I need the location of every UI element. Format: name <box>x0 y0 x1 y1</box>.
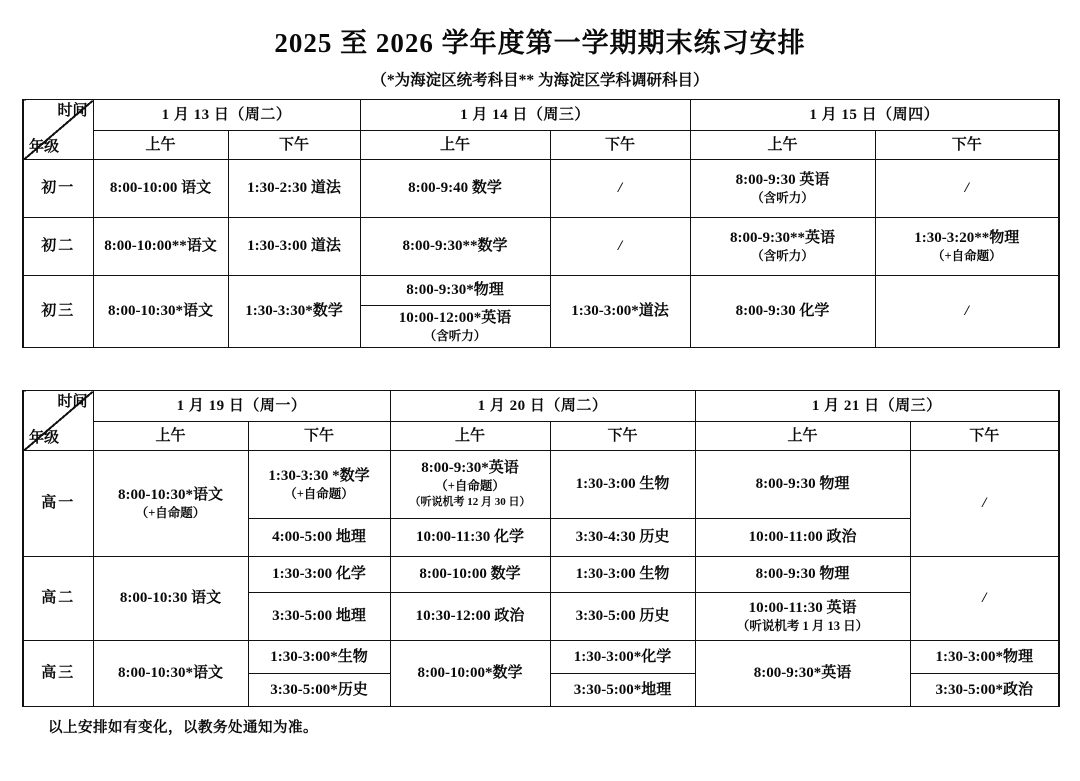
exam-note: （+自命题） <box>931 248 1002 263</box>
exam-note: （听说机考 1 月 13 日） <box>736 618 869 633</box>
exam-cell-gaoer-jan21-am-1: 8:00-9:30 物理 <box>695 557 910 593</box>
exam-cell-gaosan-jan20-pm-2: 3:30-5:00*地理 <box>550 674 695 707</box>
exam-cell-chuer-jan13-pm: 1:30-3:00 道法 <box>228 218 360 276</box>
exam-time-subject: 8:00-9:30*英语 <box>421 460 519 477</box>
exam-cell-chuer-jan14-pm: / <box>550 218 690 276</box>
exam-cell-gaoer-jan20-am-1: 8:00-10:00 数学 <box>390 557 550 593</box>
senior-high-schedule-table <box>22 390 1060 707</box>
exam-time-subject: 8:00-9:30 英语 <box>735 171 830 188</box>
table-row <box>23 218 1059 276</box>
footer-note: 以上安排如有变化，以教务处通知为准。 <box>48 720 318 737</box>
exam-cell-chusan-jan15-am: 8:00-9:30 化学 <box>690 276 875 348</box>
half-header-jan20-pm: 下午 <box>550 422 695 451</box>
exam-time-subject: 10:00-11:30 英语 <box>748 599 857 616</box>
half-header-jan13-pm: 下午 <box>228 131 360 160</box>
date-header-jan20: 1 月 20 日（周二） <box>390 391 695 422</box>
exam-cell-gaosan-jan19-am: 8:00-10:30*语文 <box>93 641 248 707</box>
exam-cell-chuer-jan13-am: 8:00-10:00**语文 <box>93 218 228 276</box>
exam-cell-chuyi-jan14-pm: / <box>550 160 690 218</box>
exam-cell-gaoyi-jan21-pm: / <box>910 451 1059 557</box>
date-header-jan21: 1 月 21 日（周三） <box>695 391 1059 422</box>
exam-cell-chusan-jan14-pm: 1:30-3:00*道法 <box>550 276 690 348</box>
exam-cell-gaoer-jan20-pm-2: 3:30-5:00 历史 <box>550 593 695 641</box>
half-header-jan21-am: 上午 <box>695 422 910 451</box>
half-header-jan21-pm: 下午 <box>910 422 1059 451</box>
exam-cell-gaoyi-jan21-am-2: 10:00-11:00 政治 <box>695 519 910 557</box>
exam-cell-chusan-jan14-am-2 <box>360 306 550 348</box>
corner-grade-label: 年级 <box>29 139 60 156</box>
exam-time-subject: 8:00-9:30**英语 <box>730 229 836 246</box>
exam-cell-chusan-jan13-am: 8:00-10:30*语文 <box>93 276 228 348</box>
grade-label-gaoer: 高二 <box>23 557 93 641</box>
exam-cell-chuyi-jan15-am <box>690 160 875 218</box>
exam-note: （含听力） <box>751 190 814 205</box>
exam-cell-gaosan-jan20-pm-1: 1:30-3:00*化学 <box>550 641 695 674</box>
grade-label-gaoyi: 高一 <box>23 451 93 557</box>
exam-cell-chuyi-jan15-pm: / <box>875 160 1059 218</box>
grade-label-gaosan: 高三 <box>23 641 93 707</box>
exam-cell-chuer-jan15-am <box>690 218 875 276</box>
date-header-jan14: 1 月 14 日（周三） <box>360 100 690 131</box>
exam-cell-chuyi-jan13-am: 8:00-10:00 语文 <box>93 160 228 218</box>
exam-cell-gaoer-jan21-am-2 <box>695 593 910 641</box>
exam-cell-gaoyi-jan20-am-2: 10:00-11:30 化学 <box>390 519 550 557</box>
exam-time-subject: 10:00-12:00*英语 <box>398 309 512 326</box>
table-row <box>23 451 1059 519</box>
exam-cell-gaoyi-jan20-am-1 <box>390 451 550 519</box>
corner-header-cell <box>23 100 93 160</box>
exam-cell-gaoer-jan20-pm-1: 1:30-3:00 生物 <box>550 557 695 593</box>
table-header-halves <box>23 422 1059 451</box>
exam-time-subject: 1:30-3:20**物理 <box>914 229 1020 246</box>
exam-cell-gaoer-jan19-am: 8:00-10:30 语文 <box>93 557 248 641</box>
exam-cell-chuer-jan14-am: 8:00-9:30**数学 <box>360 218 550 276</box>
exam-cell-gaoer-jan20-am-2: 10:30-12:00 政治 <box>390 593 550 641</box>
exam-time-subject: 8:00-10:30*语文 <box>118 486 223 503</box>
grade-label-chuer: 初二 <box>23 218 93 276</box>
half-header-jan19-am: 上午 <box>93 422 248 451</box>
exam-cell-gaoer-jan21-pm: / <box>910 557 1059 641</box>
table-row <box>23 557 1059 593</box>
exam-cell-chuyi-jan14-am: 8:00-9:40 数学 <box>360 160 550 218</box>
half-header-jan20-am: 上午 <box>390 422 550 451</box>
exam-cell-chuyi-jan13-pm: 1:30-2:30 道法 <box>228 160 360 218</box>
table-header-halves <box>23 131 1059 160</box>
exam-note: （+自命题） <box>284 486 354 501</box>
table-header-dates <box>23 100 1059 131</box>
exam-cell-chusan-jan13-pm: 1:30-3:30*数学 <box>228 276 360 348</box>
grade-label-chuyi: 初一 <box>23 160 93 218</box>
date-header-jan15: 1 月 15 日（周四） <box>690 100 1059 131</box>
exam-cell-gaoyi-jan19-pm-1 <box>248 451 390 519</box>
exam-cell-gaoyi-jan21-am-1: 8:00-9:30 物理 <box>695 451 910 519</box>
table-header-dates <box>23 391 1059 422</box>
exam-cell-gaosan-jan21-pm-1: 1:30-3:00*物理 <box>910 641 1059 674</box>
table-row <box>23 160 1059 218</box>
corner-grade-label: 年级 <box>29 430 60 447</box>
exam-cell-chusan-jan15-pm: / <box>875 276 1059 348</box>
exam-cell-gaosan-jan19-pm-2: 3:30-5:00*历史 <box>248 674 390 707</box>
exam-time-subject: 1:30-3:30 *数学 <box>268 467 370 484</box>
exam-cell-gaosan-jan20-am: 8:00-10:00*数学 <box>390 641 550 707</box>
half-header-jan19-pm: 下午 <box>248 422 390 451</box>
exam-note: （含听力） <box>423 328 487 343</box>
exam-cell-gaosan-jan19-pm-1: 1:30-3:00*生物 <box>248 641 390 674</box>
exam-note: （+自命题） <box>435 479 505 494</box>
exam-cell-gaoyi-jan19-am <box>93 451 248 557</box>
exam-cell-chuer-jan15-pm <box>875 218 1059 276</box>
half-header-jan15-pm: 下午 <box>875 131 1059 160</box>
grade-label-chusan: 初三 <box>23 276 93 348</box>
exam-cell-gaoyi-jan19-pm-2: 4:00-5:00 地理 <box>248 519 390 557</box>
page-title: 2025 至 2026 学年度第一学期期末练习安排 <box>274 28 806 58</box>
exam-cell-chusan-jan14-am-1: 8:00-9:30*物理 <box>360 276 550 306</box>
exam-note-secondary: （听说机考 12 月 30 日） <box>409 495 531 508</box>
table-gap-divider <box>22 348 1058 390</box>
page-subtitle: （*为海淀区统考科目** 为海淀区学科调研科目） <box>371 72 709 90</box>
exam-note: （含听力） <box>751 248 814 263</box>
half-header-jan14-am: 上午 <box>360 131 550 160</box>
exam-cell-gaosan-jan21-pm-2: 3:30-5:00*政治 <box>910 674 1059 707</box>
corner-time-label: 时间 <box>57 394 88 411</box>
corner-time-label: 时间 <box>57 103 88 120</box>
date-header-jan13: 1 月 13 日（周二） <box>93 100 360 131</box>
exam-note: （+自命题） <box>135 505 206 520</box>
exam-cell-gaoyi-jan20-pm-2: 3:30-4:30 历史 <box>550 519 695 557</box>
exam-cell-gaosan-jan21-am: 8:00-9:30*英语 <box>695 641 910 707</box>
table-row <box>23 641 1059 674</box>
junior-high-schedule-table <box>22 99 1060 348</box>
date-header-jan19: 1 月 19 日（周一） <box>93 391 390 422</box>
exam-cell-gaoer-jan19-pm-1: 1:30-3:00 化学 <box>248 557 390 593</box>
exam-cell-gaoer-jan19-pm-2: 3:30-5:00 地理 <box>248 593 390 641</box>
table-row <box>23 276 1059 306</box>
corner-header-cell <box>23 391 93 451</box>
half-header-jan14-pm: 下午 <box>550 131 690 160</box>
exam-cell-gaoyi-jan20-pm-1: 1:30-3:00 生物 <box>550 451 695 519</box>
half-header-jan15-am: 上午 <box>690 131 875 160</box>
half-header-jan13-am: 上午 <box>93 131 228 160</box>
